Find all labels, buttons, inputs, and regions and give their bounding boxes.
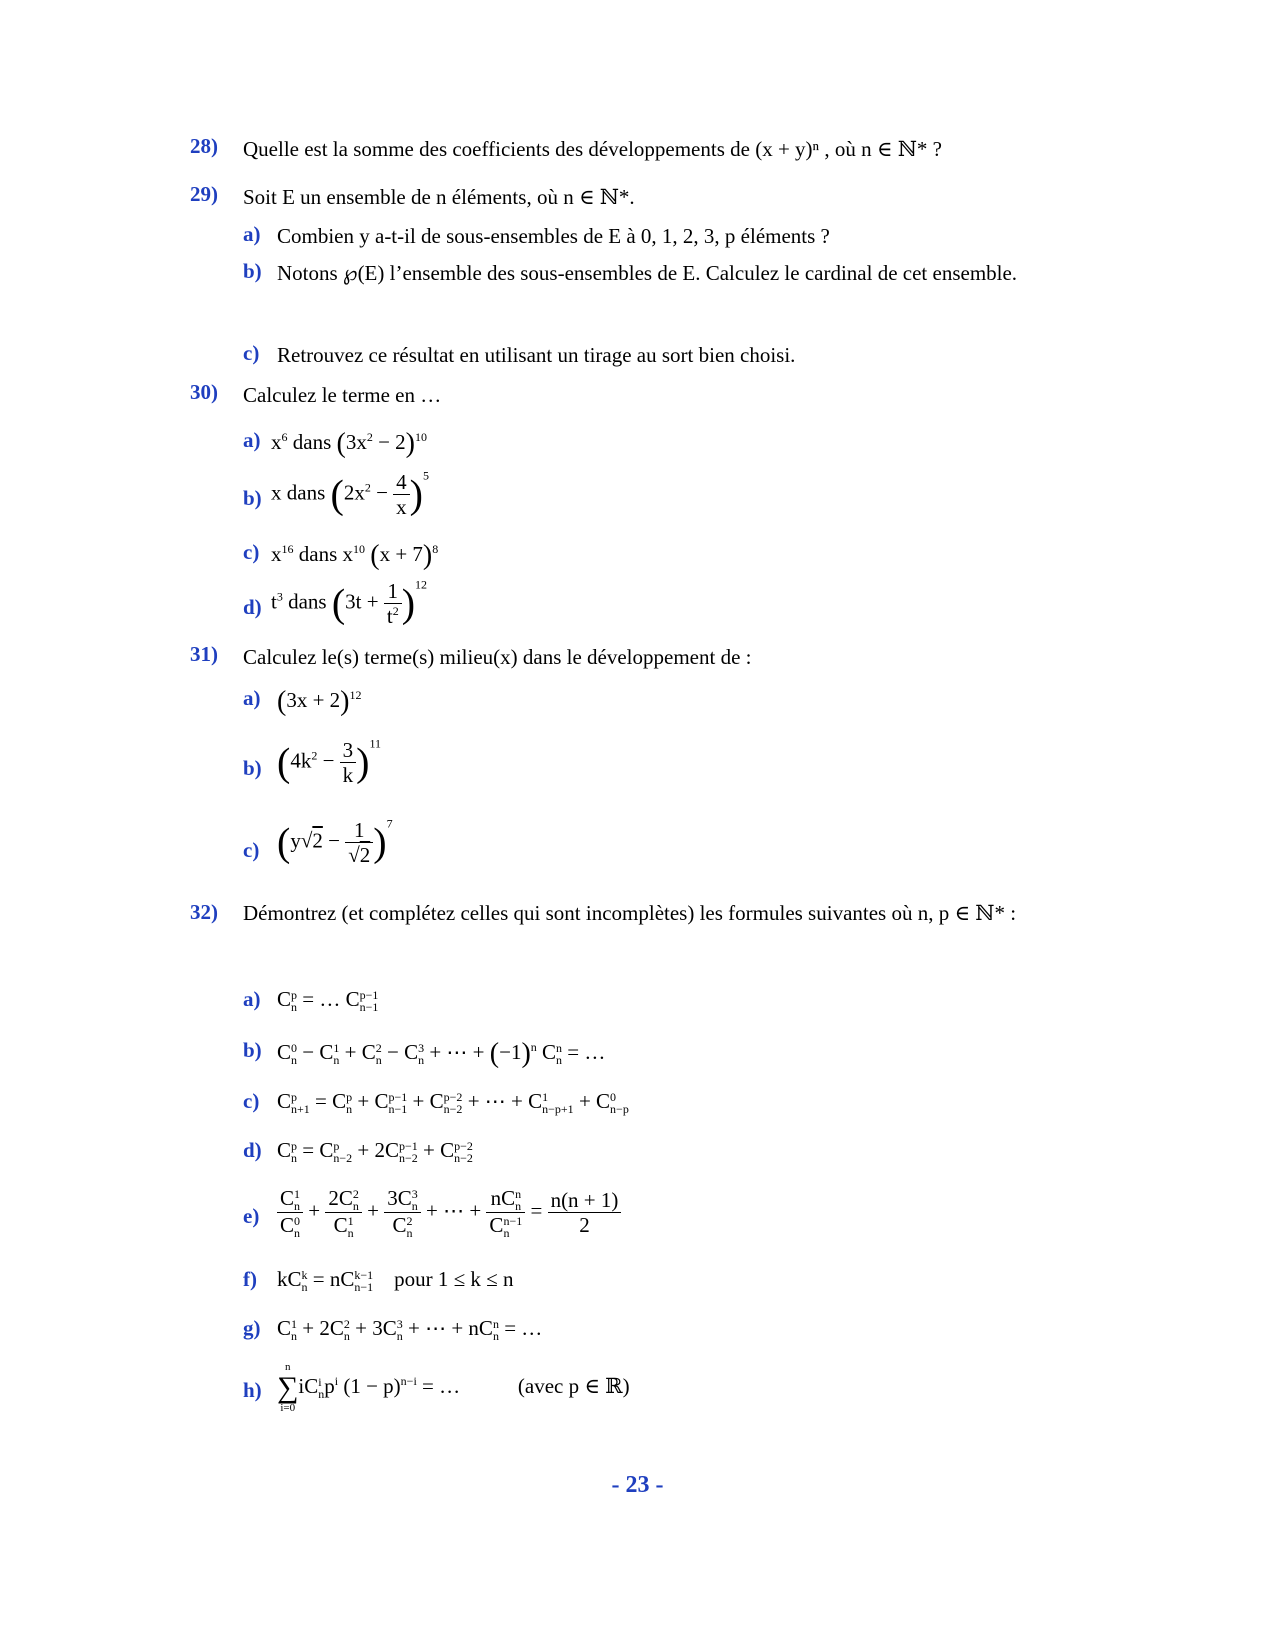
exercise-text: Calculez le(s) terme(s) milieu(x) dans le développement de : <box>243 645 752 669</box>
condition: (avec p ∈ ℝ) <box>517 1373 630 1398</box>
formula: C 1 n C 0 n + 2C 2 n C 1 n + 3C 3 n C 2 n + ⋯ + nC n n C n−1 n = $\frac{n(n + 1)}{2}$ <box>277 1186 621 1239</box>
item-label: b) <box>243 486 262 510</box>
condition: pour 1 ≤ k ≤ n <box>394 1267 514 1291</box>
item-text: Combien y a-t-il de sous-ensembles de E à 0, 1, 2, 3, p éléments ? <box>277 224 830 248</box>
item-label: b) <box>243 259 262 283</box>
item-label: c) <box>243 540 260 564</box>
item-label: e) <box>243 1204 260 1228</box>
formula: C 1 n + 2C 2 n + 3C 3 n + ⋯ + nC n n = … <box>277 1316 543 1344</box>
formula: $t^3$ dans (3t + $\frac{1}{t^2}$ )$^{12}$ <box>271 577 428 629</box>
item-label: d) <box>243 1138 262 1162</box>
item-text: Notons ℘(E) l’ensemble des sous-ensembles de E. Calculez le cardinal de cet ensemble. <box>277 261 1018 285</box>
exercise-number: 28) <box>190 134 218 158</box>
formula: n ∑ i=0 iC i n $p^i$ $(1 - p)^{n-i}$ = … (avec p ∈ ℝ) <box>277 1361 630 1414</box>
item-label: g) <box>243 1316 261 1340</box>
exercise-text: Soit E un ensemble de n éléments, où n ∈ ℕ*. <box>243 185 635 209</box>
exercise-number: 29) <box>190 182 218 206</box>
item-label: c) <box>243 838 260 862</box>
exercise-number: 32) <box>190 900 218 924</box>
formula: $x^{16}$ dans $x^{10}$ $(x + 7)^8$ <box>271 540 439 571</box>
formula: $(3x + 2)^{12}$ <box>277 686 362 717</box>
item-label: a) <box>243 686 261 710</box>
item-label: c) <box>243 1089 260 1113</box>
formula: C p n+1 = C p n + C p−1 n−1 + C p−2 n−2 + ⋯ + C 1 n−p+1 + C 0 n−p <box>277 1089 629 1117</box>
item-text: Retrouvez ce résultat en utilisant un tirage au sort bien choisi. <box>277 343 796 367</box>
formula: (y√2 − $\frac{1}{√2}$ )$^7$ <box>277 816 393 868</box>
item-label: a) <box>243 987 261 1011</box>
exercise-text: Démontrez (et complétez celles qui sont incomplètes) les formules suivantes où n, p ∈ ℕ* : <box>243 901 1017 925</box>
formula: $x^6$ dans $(3x^2 - 2)^{10}$ <box>271 428 427 459</box>
item-label: a) <box>243 222 261 246</box>
exercise-text: Calculez le terme en … <box>243 383 442 407</box>
exercise-text: Quelle est la somme des coefficients des développements de (x + y)ⁿ , où n ∈ ℕ* ? <box>243 137 942 161</box>
exercise-number: 30) <box>190 380 218 404</box>
item-label: b) <box>243 1038 262 1062</box>
formula: C 0 n − C 1 n + C 2 n − C 3 n + ⋯ + $(-1)^n$ C n n = … <box>277 1038 606 1069</box>
exercise-number: 31) <box>190 642 218 666</box>
item-label: a) <box>243 428 261 452</box>
formula: x dans ($2x^2$ − $\frac{4}{x}$ )$^5$ <box>271 468 429 520</box>
item-label: f) <box>243 1267 257 1291</box>
item-label: d) <box>243 595 262 619</box>
page-number: - 23 - <box>611 1472 664 1498</box>
formula: ($4k^2$ − $\frac{3}{k}$ )$^{11}$ <box>277 736 382 788</box>
item-label: h) <box>243 1378 262 1402</box>
formula: C p n = C p n−2 + 2C p−1 n−2 + C p−2 n−2 <box>277 1138 473 1166</box>
formula: C p n = … C p−1 n−1 <box>277 987 379 1015</box>
item-label: c) <box>243 341 260 365</box>
item-label: b) <box>243 756 262 780</box>
formula: kC k n = nC k−1 n−1 pour 1 ≤ k ≤ n <box>277 1267 514 1295</box>
